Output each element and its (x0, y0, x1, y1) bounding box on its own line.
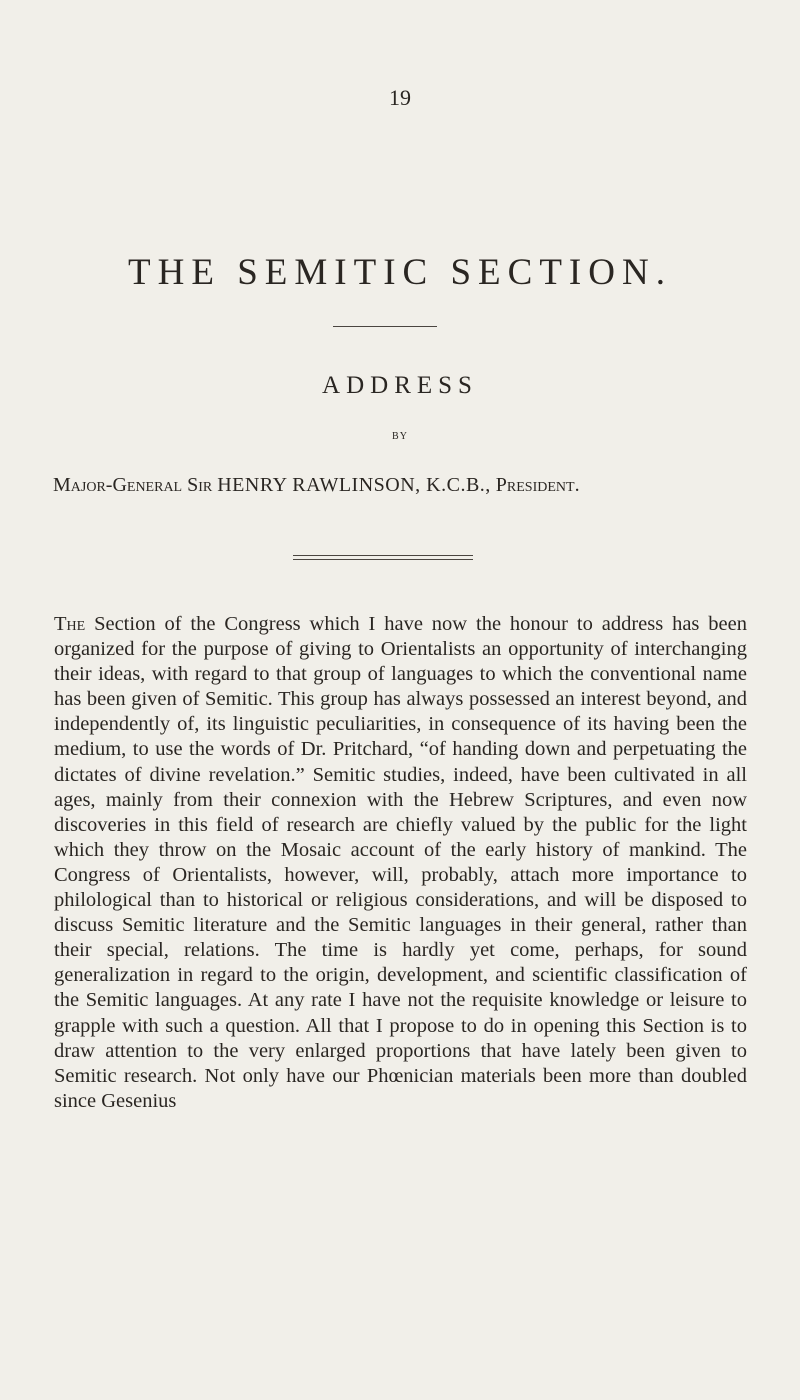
page-number: 19 (389, 85, 411, 110)
author-name: HENRY RAWLINSON, K.C.B., (217, 474, 491, 496)
author-rank: Major-General Sir (53, 474, 213, 496)
byline-divider (293, 555, 473, 560)
by-label: BY (392, 431, 408, 442)
address-body (54, 612, 747, 1114)
address-heading: ADDRESS (322, 372, 478, 399)
author-role: President. (495, 474, 580, 496)
section-title: THE SEMITIC SECTION. (128, 252, 672, 293)
title-divider (333, 326, 437, 327)
body-text: Section of the Congress which I have now the honour to address has been organized for the purpose of giving to Orientalists an opportunity of interchanging their ideas, with regard to that group of languages to which the conventional name has been given of Semitic. This group has always possessed an interest beyond, and independently of, its linguistic peculiarities, in consequence of its having been the medium, to use the words of Dr. Pritchard, “of handing down and perpetuating the dictates of divine revelation.” Semitic studies, indeed, have been cultivated in all ages, mainly from their connexion with the Hebrew Scriptures, and even now discoveries in this field of research are chiefly valued by the public for the light which they throw on the Mosaic account of the early history of mankind. The Congress of Orientalists, however, will, probably, attach more importance to philological than to historical or religious considerations, and will be disposed to discuss Semitic literature and the Semitic languages in their general, rather than their special, relations. The time is hardly yet come, perhaps, for sound generalization in regard to the origin, development, and scientific classification of the Semitic languages. At any rate I have not the requisite knowledge or leisure to grapple with such a question. All that I propose to do in opening this Section is to draw attention to the very enlarged proportions that have lately been given to Semitic research. Not only have our Phœnician materials been more than doubled since Gesenius (54, 613, 747, 1112)
body-lead-word: The (54, 613, 86, 635)
author-byline (53, 474, 753, 497)
